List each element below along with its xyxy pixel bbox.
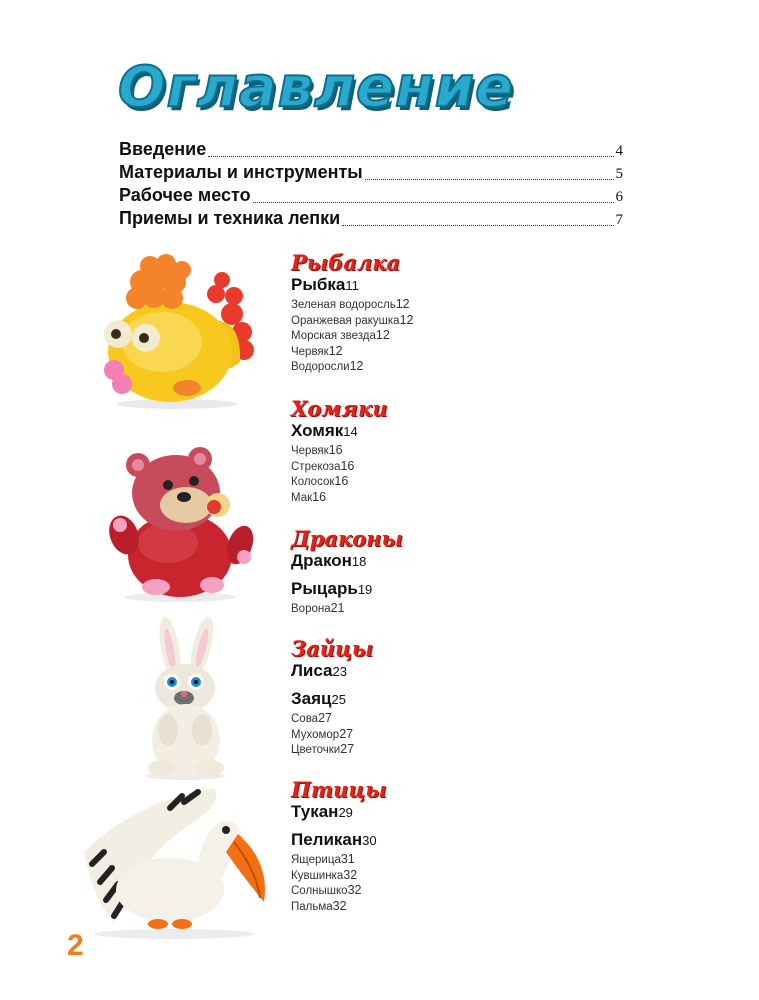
entry-label: Сова	[291, 713, 319, 725]
toc-entry[interactable]	[291, 551, 622, 573]
entry-label: Мак	[291, 491, 313, 504]
clay-hare-icon	[130, 612, 240, 782]
dot-leader	[208, 155, 613, 157]
section-title: Птицы	[291, 777, 387, 802]
toc-entry[interactable]	[291, 275, 622, 297]
entry-label: Кувшинка	[291, 869, 344, 882]
toc-entry[interactable]	[291, 313, 622, 329]
entry-label: Морская звезда	[291, 330, 376, 342]
toc-entry[interactable]	[291, 883, 622, 899]
entry-page: 32	[343, 867, 358, 882]
entry-label: Рабочее место	[119, 185, 251, 205]
section-title: Драконы	[291, 526, 403, 551]
entry-page: 19	[357, 582, 373, 597]
entry-label: Рыбка	[291, 275, 346, 294]
dot-leader	[253, 201, 614, 203]
section-dragons	[291, 528, 622, 617]
toc-entry[interactable]	[119, 185, 623, 208]
entry-page: 32	[347, 883, 362, 897]
page-number: 2	[67, 929, 84, 962]
toc-entry[interactable]	[291, 344, 622, 360]
entry-page: 16	[340, 458, 355, 473]
entry-label: Водоросли	[291, 361, 350, 373]
section-fishing	[291, 252, 622, 375]
toc-entry[interactable]	[291, 328, 622, 344]
entry-page: 16	[328, 443, 343, 457]
section-title: Рыбалка	[291, 250, 401, 275]
toc-entry[interactable]	[291, 661, 622, 683]
toc-entry[interactable]	[119, 139, 623, 162]
entry-page: 4	[615, 143, 623, 159]
entry-page: 21	[330, 601, 345, 615]
toc-entry[interactable]	[291, 830, 622, 852]
entry-page: 11	[345, 278, 359, 293]
toc-entry[interactable]	[291, 490, 622, 506]
entry-page: 12	[395, 297, 410, 311]
toc-entry[interactable]	[291, 579, 622, 601]
entry-page: 16	[334, 474, 349, 488]
entry-label: Цветочки	[291, 744, 341, 756]
dot-leader	[342, 224, 613, 226]
clay-fish-icon	[92, 252, 262, 412]
section-title: Хомяки	[291, 396, 388, 421]
toc-entry[interactable]	[291, 297, 622, 313]
intro-list	[119, 139, 623, 231]
entry-label: Ворона	[291, 603, 331, 615]
toc-entry[interactable]	[291, 727, 622, 743]
entry-label: Тукан	[291, 802, 339, 821]
entry-label: Зеленая водоросль	[291, 299, 396, 311]
toc-entry[interactable]	[291, 868, 622, 884]
toc-entry[interactable]	[291, 802, 622, 824]
toc-entry[interactable]	[291, 852, 622, 868]
section-hamsters	[291, 398, 622, 505]
section-title: Зайцы	[291, 636, 374, 661]
entry-page: 6	[615, 189, 623, 205]
toc-entry[interactable]	[291, 421, 622, 443]
entry-label: Солнышко	[291, 885, 348, 897]
entry-label: Червяк	[291, 345, 329, 358]
clay-hamster-icon	[100, 445, 260, 605]
toc-entry[interactable]	[291, 459, 622, 475]
toc-entry[interactable]	[291, 359, 622, 375]
entry-page: 18	[351, 554, 367, 569]
entry-page: 27	[340, 742, 355, 756]
toc-entry[interactable]	[291, 443, 622, 459]
entry-page: 27	[339, 726, 354, 741]
entry-page: 32	[332, 898, 347, 913]
entry-page: 27	[318, 711, 332, 725]
entry-page: 30	[362, 833, 377, 848]
entry-label: Колосок	[291, 476, 335, 488]
entry-label: Пеликан	[291, 830, 363, 849]
section-hares	[291, 638, 622, 758]
entry-page: 12	[328, 343, 343, 358]
entry-page: 23	[332, 664, 347, 679]
entry-label: Оранжевая ракушка	[291, 314, 400, 327]
toc-entry[interactable]	[291, 742, 622, 758]
entry-page: 29	[338, 805, 353, 820]
toc-entry[interactable]	[291, 899, 622, 915]
entry-label: Приемы и техника лепки	[119, 208, 341, 228]
entry-label: Заяц	[291, 689, 332, 708]
dot-leader	[365, 178, 614, 180]
entry-page: 25	[331, 692, 346, 707]
toc-entry[interactable]	[119, 162, 623, 185]
entry-page: 12	[349, 359, 364, 373]
clay-pelican-icon	[74, 782, 274, 942]
entry-page: 14	[343, 424, 358, 439]
entry-label: Мухомор	[291, 728, 340, 741]
entry-label: Дракон	[291, 551, 352, 570]
toc-entry[interactable]	[291, 711, 622, 727]
entry-label: Материалы и инструменты	[119, 162, 363, 182]
page-title: Оглавление	[118, 55, 515, 120]
entry-label: Пальма	[291, 900, 333, 913]
entry-page: 5	[615, 166, 623, 182]
entry-label: Рыцарь	[291, 579, 358, 598]
toc-entry[interactable]	[291, 601, 622, 617]
toc-entry[interactable]	[119, 208, 623, 231]
entry-label: Хомяк	[291, 421, 344, 440]
entry-page: 31	[340, 852, 355, 866]
entry-page: 16	[312, 489, 327, 504]
entry-page: 12	[375, 328, 390, 342]
entry-label: Лиса	[291, 661, 333, 680]
toc-entry[interactable]	[291, 474, 622, 490]
entry-label: Введение	[119, 139, 207, 159]
entry-label: Ящерица	[291, 854, 341, 866]
toc-entry[interactable]	[291, 689, 622, 711]
entry-page: 12	[399, 312, 414, 327]
section-birds	[291, 779, 622, 914]
entry-page: 7	[615, 212, 623, 228]
entry-label: Стрекоза	[291, 460, 341, 473]
entry-label: Червяк	[291, 445, 329, 457]
